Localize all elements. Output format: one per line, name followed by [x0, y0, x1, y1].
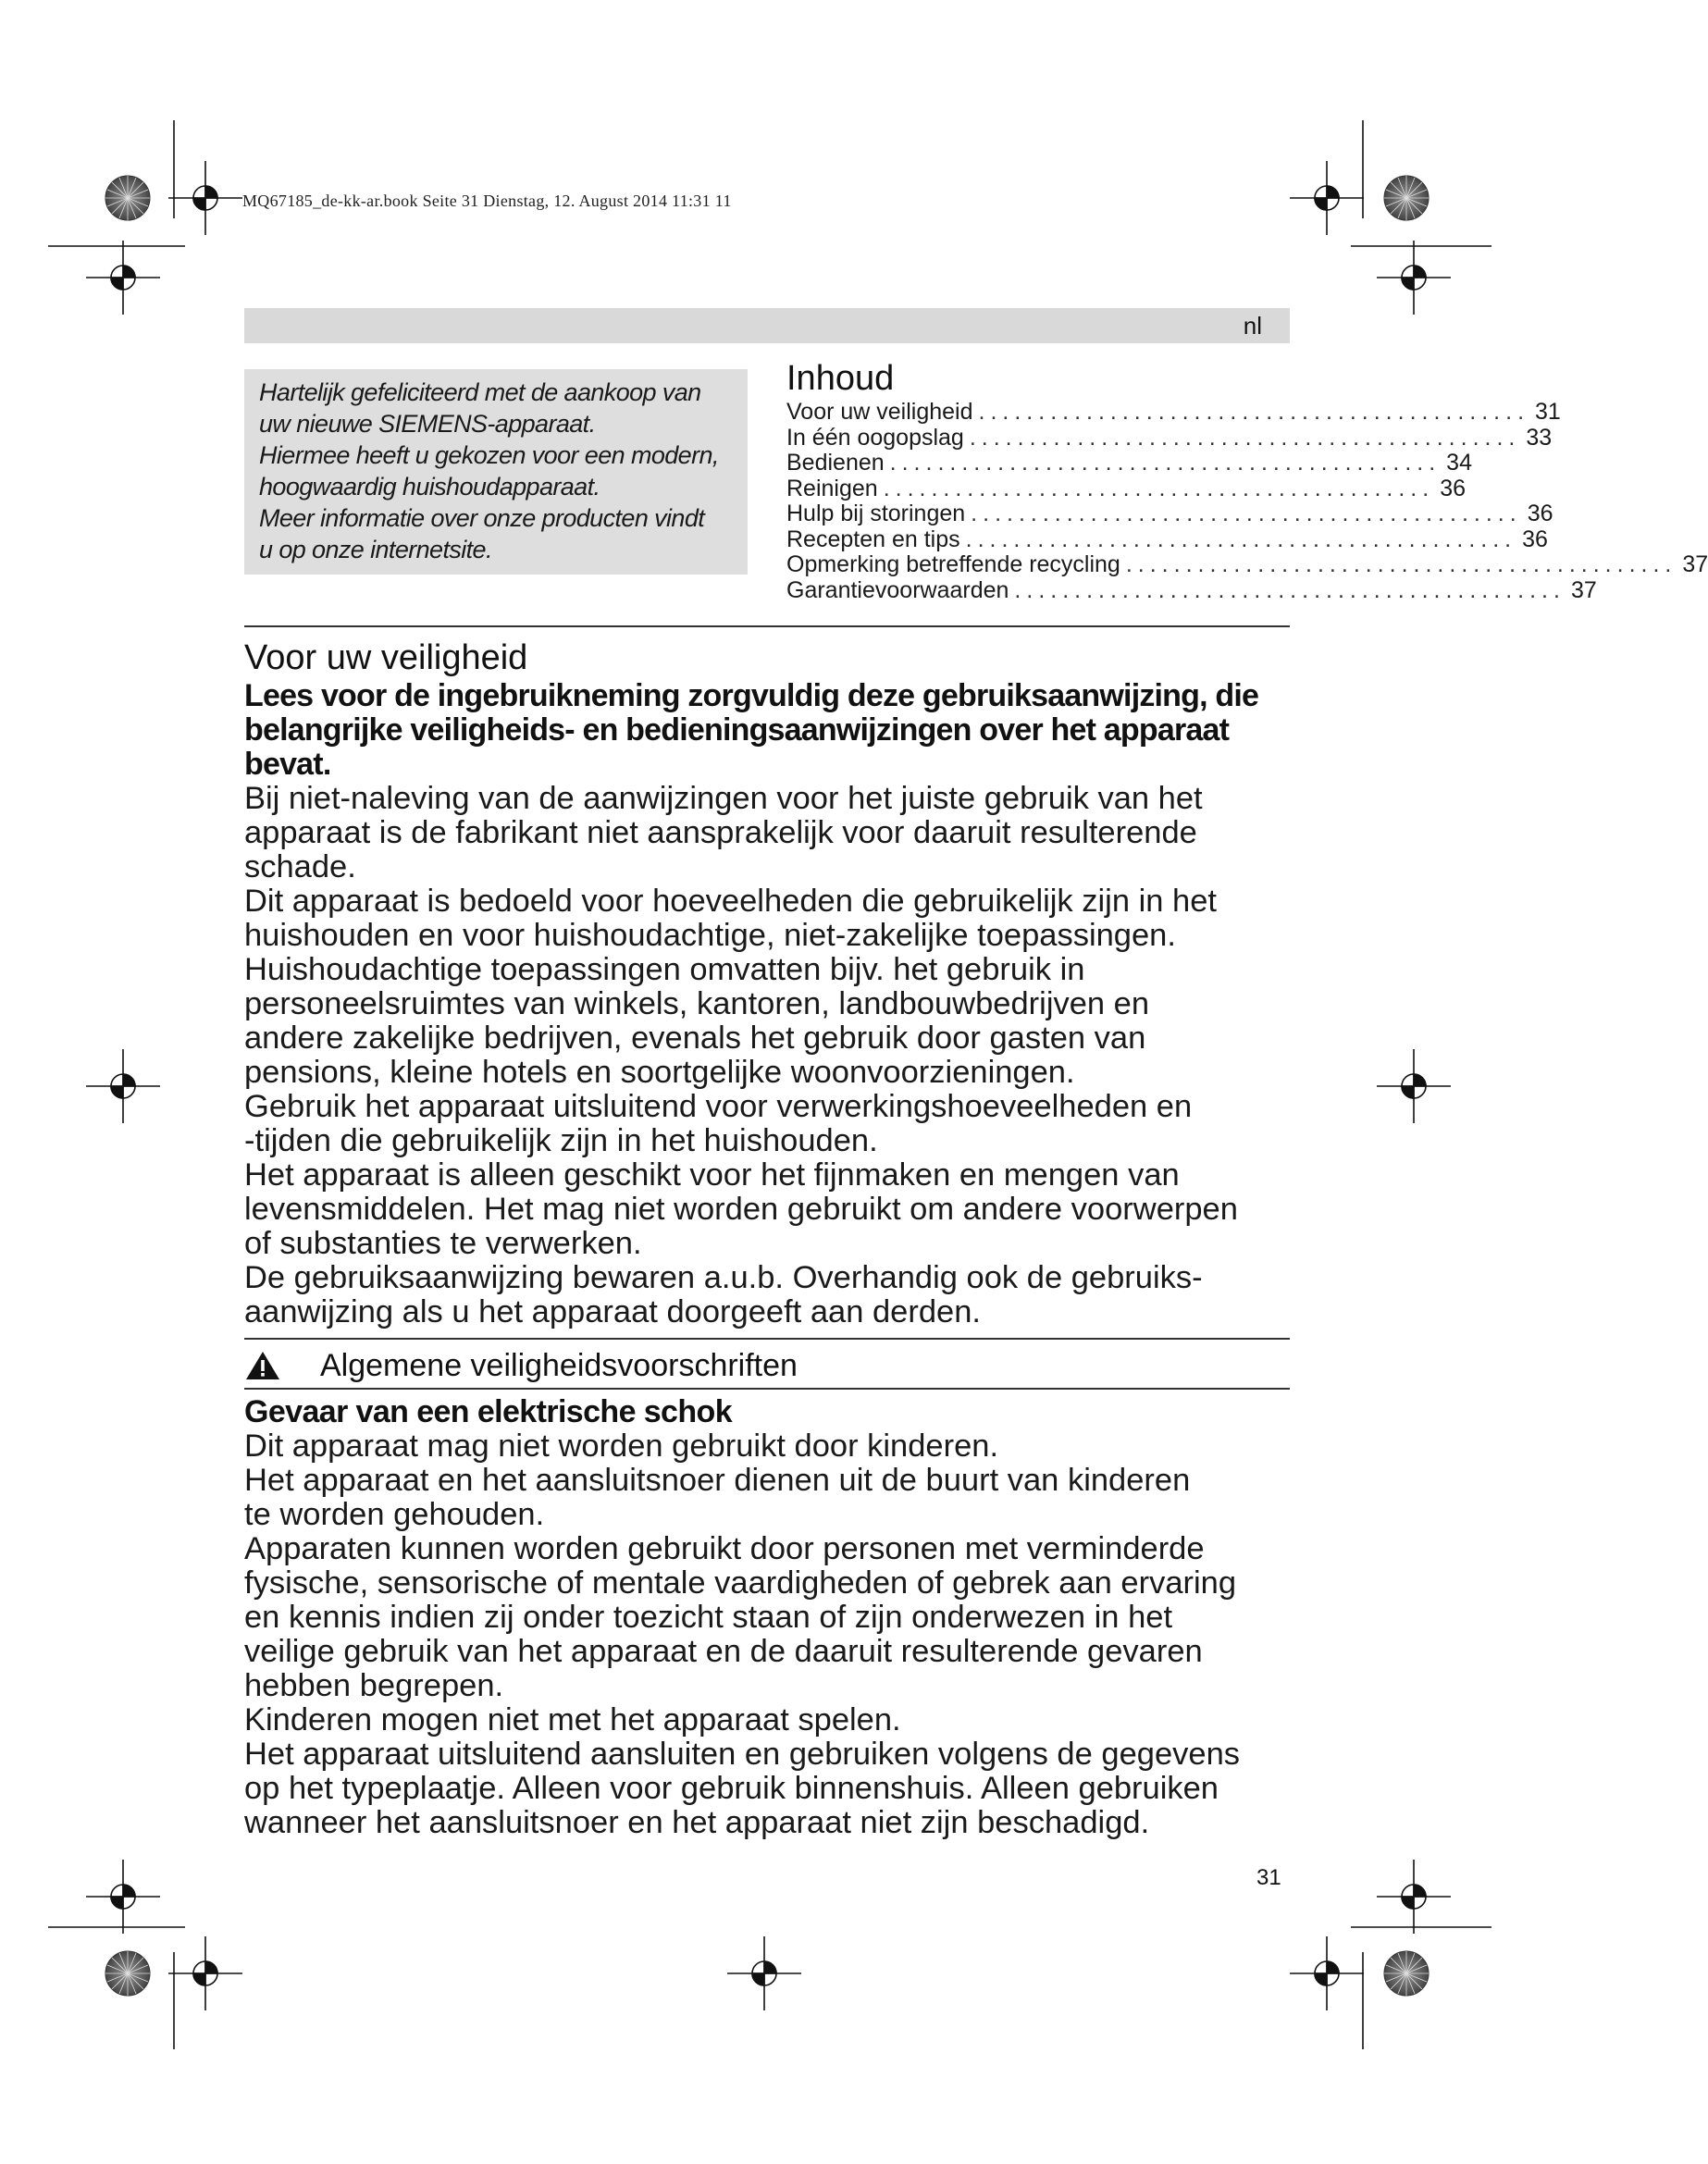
language-bar [244, 308, 1290, 343]
body-line: Huishoudachtige toepassingen omvatten bijv. het gebruik in [244, 952, 1085, 987]
toc-item[interactable] [786, 475, 1467, 502]
safety-heading: Voor uw veiligheid [244, 638, 528, 677]
body-line: Dit apparaat is bedoeld voor hoeveelheden die gebruikelijk zijn in het [244, 884, 1218, 919]
intro-line: hoogwaardig huishoudapparaat. [259, 473, 600, 501]
toc-item-label: Voor uw veiligheid [786, 399, 973, 425]
subhead-rule-top [244, 1338, 1290, 1340]
toc-item-label: Recepten en tips [786, 526, 960, 552]
intro-line: Meer informatie over onze producten vindt [259, 504, 705, 532]
toc-item-page: 37 [1570, 576, 1597, 603]
toc-item[interactable] [786, 576, 1597, 604]
subhead-rule-bottom [244, 1388, 1290, 1390]
body-line: andere zakelijke bedrijven, evenals het gebruik door gasten van [244, 1020, 1146, 1056]
electric-shock-heading: Gevaar van een elektrische schok [244, 1394, 733, 1429]
intro-text [259, 377, 749, 565]
intro-line: Hiermee heeft u gekozen voor een modern, [259, 441, 719, 469]
language-code: nl [1243, 312, 1262, 340]
safety-lead [244, 679, 1308, 782]
toc-leader-dots: .............................................. [1014, 576, 1566, 603]
body-line: De gebruiksaanwijzing bewaren a.u.b. Overhandig ook de gebruiks- [244, 1260, 1203, 1295]
toc-item-page: 33 [1526, 424, 1553, 451]
body-line: levensmiddelen. Het mag niet worden gebruikt om andere voorwerpen [244, 1192, 1238, 1227]
safety-section [244, 638, 1308, 1329]
body-line: fysische, sensorische of mentale vaardigheden of gebrek aan ervaring [244, 1565, 1237, 1601]
toc-leader-dots: .............................................. [969, 424, 1521, 451]
toc-item-label: Opmerking betreffende recycling [786, 551, 1120, 577]
body-line: Het apparaat is alleen geschikt voor het fijnmaken en mengen van [244, 1157, 1180, 1193]
toc-item-page: 36 [1440, 475, 1467, 501]
body-line: personeelsruimtes van winkels, kantoren, landbouwbedrijven en [244, 986, 1150, 1021]
body-line: wanneer het aansluitsnoer en het apparaat niet zijn beschadigd. [244, 1805, 1150, 1840]
toc-list [786, 399, 1708, 603]
toc-item-page: 36 [1527, 501, 1553, 526]
toc-leader-dots: .............................................. [965, 526, 1517, 552]
safety-body [244, 782, 1308, 1329]
body-line: Dit apparaat mag niet worden gebruikt door kinderen. [244, 1428, 999, 1464]
electric-shock-body [244, 1429, 1308, 1840]
body-line: Bij niet-naleving van de aanwijzingen voor het juiste gebruik van het [244, 781, 1203, 816]
body-line: Gebruik het apparaat uitsluitend voor verwerkingshoeveelheden en [244, 1089, 1193, 1124]
body-line: aanwijzing als u het apparaat doorgeeft aan derden. [244, 1294, 981, 1329]
lead-line: bevat. [244, 747, 331, 782]
general-rules-heading: Algemene veiligheidsvoorschriften [320, 1347, 798, 1383]
warning-triangle-icon [244, 1350, 281, 1381]
body-line: Apparaten kunnen worden gebruikt door personen met verminderde [244, 1531, 1205, 1566]
body-line: en kennis indien zij onder toezicht staan of zijn onderwezen in het [244, 1600, 1173, 1635]
toc-item[interactable] [786, 501, 1553, 527]
body-line: of substanties te verwerken. [244, 1226, 642, 1261]
lead-line: Lees voor de ingebruikneming zorgvuldig deze gebruiksaanwijzing, die [244, 678, 1259, 713]
body-line: Het apparaat uitsluitend aansluiten en gebruiken volgens de gegevens [244, 1737, 1241, 1772]
toc-item[interactable] [786, 551, 1708, 578]
toc-title: Inhoud [786, 359, 895, 398]
print-header: MQ67185_de-kk-ar.book Seite 31 Dienstag, 12. August 2014 11:31 11 [242, 192, 732, 210]
intro-line: u op onze internetsite. [259, 536, 492, 563]
section-divider [244, 625, 1290, 627]
intro-line: Hartelijk gefeliciteerd met de aankoop van [259, 378, 701, 406]
toc-leader-dots: .............................................. [1125, 551, 1677, 577]
body-line: te worden gehouden. [244, 1497, 545, 1532]
general-rules-header [244, 1346, 1290, 1385]
intro-line: uw nieuwe SIEMENS-apparaat. [259, 410, 596, 438]
body-line: pensions, kleine hotels en soortgelijke woonvoorzieningen. [244, 1055, 1075, 1090]
body-line: Het apparaat en het aansluitsnoer dienen uit de buurt van kinderen [244, 1463, 1191, 1498]
lead-line: belangrijke veiligheids- en bedieningsaanwijzingen over het apparaat [244, 712, 1230, 748]
body-line: -tijden die gebruikelijk zijn in het huishouden. [244, 1123, 878, 1158]
toc-item-page: 36 [1522, 526, 1548, 552]
toc-item-label: Reinigen [786, 475, 878, 501]
page-number: 31 [1256, 1865, 1281, 1890]
toc-item-label: Bedienen [786, 450, 885, 476]
toc-leader-dots: .............................................. [971, 501, 1522, 526]
toc-item[interactable] [786, 450, 1472, 476]
body-line: veilige gebruik van het apparaat en de daaruit resulterende gevaren [244, 1634, 1203, 1669]
toc-leader-dots: .............................................. [889, 450, 1442, 476]
toc-item-label: In één oogopslag [786, 424, 964, 451]
body-line: Kinderen mogen niet met het apparaat spelen. [244, 1702, 901, 1737]
toc-leader-dots: .............................................. [978, 399, 1530, 425]
toc-leader-dots: .............................................. [883, 475, 1435, 501]
toc-item[interactable] [786, 399, 1561, 426]
toc-item-page: 37 [1682, 551, 1708, 577]
toc-item-label: Garantievoorwaarden [786, 576, 1009, 603]
toc-item-page: 34 [1446, 450, 1472, 476]
toc-item[interactable] [786, 526, 1548, 553]
body-line: hebben begrepen. [244, 1668, 504, 1703]
body-line: op het typeplaatje. Alleen voor gebruik binnenshuis. Alleen gebruiken [244, 1771, 1219, 1806]
body-line: schade. [244, 849, 356, 884]
toc-item-page: 31 [1535, 399, 1561, 425]
body-line: apparaat is de fabrikant niet aansprakelijk voor daaruit resulterende [244, 815, 1197, 850]
body-line: huishouden en voor huishoudachtige, niet-zakelijke toepassingen. [244, 918, 1176, 953]
toc-item[interactable] [786, 424, 1553, 451]
electric-shock-section [244, 1395, 1308, 1840]
general-rules-subhead [244, 1346, 1290, 1385]
toc-item-label: Hulp bij storingen [786, 501, 966, 526]
intro-box [244, 369, 748, 575]
